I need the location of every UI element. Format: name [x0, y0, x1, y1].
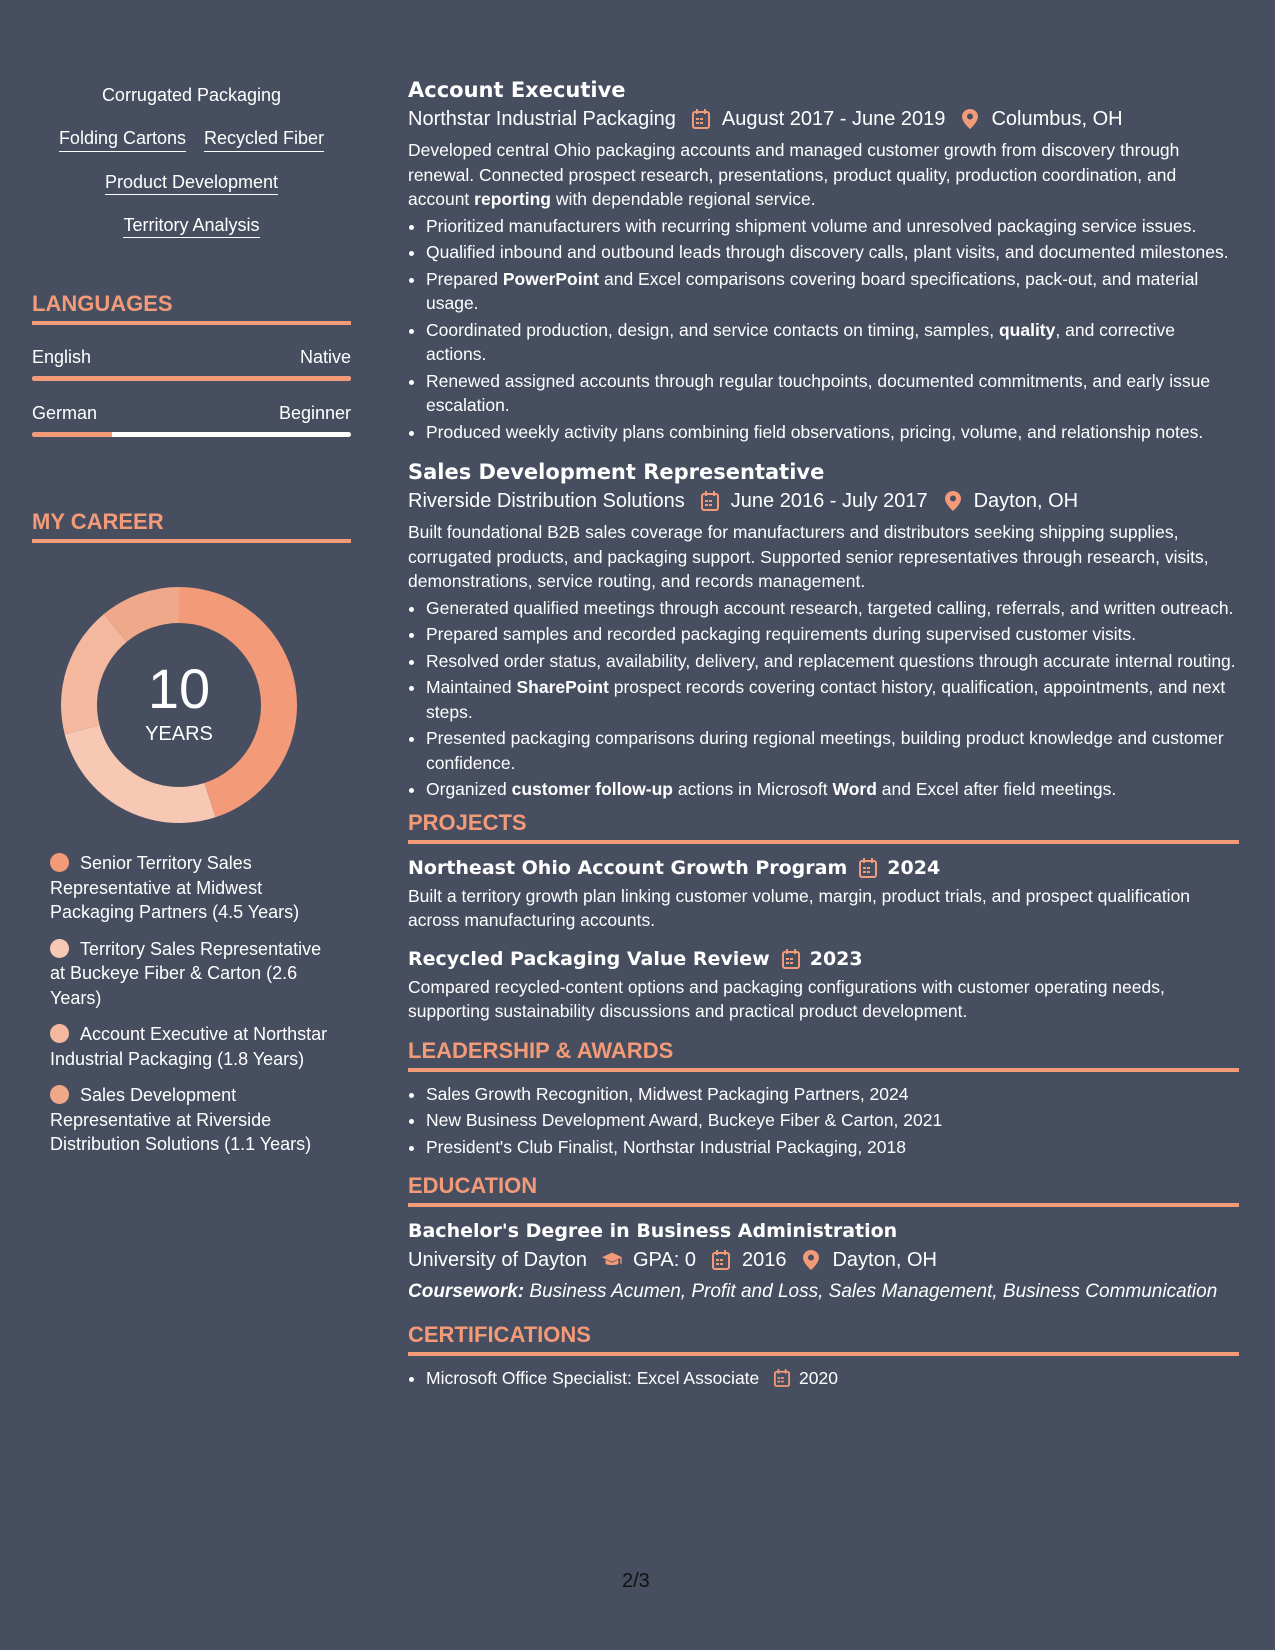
project-description: Built a territory growth plan linking customer volume, margin, product trials, and prospect qualification across manufacturing accounts. [408, 885, 1191, 930]
job-bullet: • Produced weekly activity plans combining field observations, pricing, volume, and relationship notes. [426, 420, 1239, 445]
job-bullets [408, 596, 1239, 802]
experience-entry [408, 458, 1239, 802]
language-name: English [32, 347, 92, 367]
calendar-icon [859, 858, 879, 878]
language-level-fill [32, 432, 112, 437]
language-level-bar [32, 432, 351, 437]
job-bullet: • Maintained SharePoint prospect records covering contact history, qualification, appointments, and next steps. [426, 675, 1239, 724]
career-total-years: 10 [147, 657, 211, 720]
school-location: Dayton, OH [832, 1249, 937, 1271]
job-bullet: • Generated qualified meetings through account research, targeted calling, referrals, and written outreach. [426, 596, 1239, 621]
education-heading: EDUCATION [408, 1173, 1239, 1207]
calendar-icon [782, 949, 802, 969]
job-dates: June 2016 - July 2017 [730, 490, 928, 512]
career-legend-label: Senior Territory Sales Representative at Midwest Packaging Partners (4.5 Years) [50, 853, 300, 922]
location-pin-icon [959, 108, 981, 130]
project-entry [408, 945, 1239, 1024]
job-title: Sales Development Representative [408, 460, 825, 484]
award-item: • New Business Development Award, Buckeye Fiber & Carton, 2021 [426, 1108, 1239, 1133]
certifications-heading: CERTIFICATIONS [408, 1322, 1239, 1356]
language-item [32, 347, 351, 381]
career-legend-label: Territory Sales Representative at Buckeye Fiber & Carton (2.6 Years) [50, 938, 322, 1008]
skill-tag-text: Product Development [105, 172, 278, 195]
location-pin-icon [800, 1249, 822, 1271]
certification-name: Microsoft Office Specialist: Excel Associate [426, 1368, 760, 1388]
award-item: • Sales Growth Recognition, Midwest Packaging Partners, 2024 [426, 1082, 1239, 1107]
calendar-icon [699, 490, 721, 512]
certifications-list [408, 1366, 1239, 1391]
job-bullets [408, 214, 1239, 445]
legend-dot-icon [50, 853, 69, 872]
project-title: Northeast Ohio Account Growth Program [408, 856, 848, 879]
awards-heading: LEADERSHIP & AWARDS [408, 1038, 1239, 1072]
career-heading: MY CAREER [32, 509, 351, 543]
gpa: GPA: 0 [632, 1249, 696, 1271]
skills-list [32, 84, 351, 257]
job-location: Dayton, OH [973, 490, 1079, 512]
skill-tag: Recycled Fiber [204, 127, 324, 152]
job-bullet: • Prioritized manufacturers with recurring shipment volume and unresolved packaging service issues. [426, 214, 1239, 239]
career-legend-item [50, 1083, 335, 1157]
legend-dot-icon [50, 1024, 69, 1043]
job-bullet: • Presented packaging comparisons during regional meetings, building product knowledge and customer confidence. [426, 726, 1239, 775]
certification-item [426, 1366, 1239, 1391]
job-bullet: • Resolved order status, availability, delivery, and replacement questions through accurate internal routing. [426, 649, 1239, 674]
job-bullet: • Qualified inbound and outbound leads through discovery calls, plant visits, and documented milestones. [426, 240, 1239, 265]
job-summary: Built foundational B2B sales coverage for manufacturers and distributors seeking shipping supplies, corrugated products, and packaging support. Supported senior representatives through research, visits, demonstrations, service routing, and records management. [408, 522, 1209, 591]
skill-tag-text: Territory Analysis [123, 215, 259, 238]
career-legend [32, 851, 351, 1157]
career-legend-label: Sales Development Representative at Riverside Distribution Solutions (1.1 Years) [50, 1085, 312, 1154]
career-legend-label: Account Executive at Northstar Industrial Packaging (1.8 Years) [50, 1024, 328, 1069]
job-bullet: • Renewed assigned accounts through regular touchpoints, documented commitments, and early issue escalation. [426, 369, 1239, 418]
job-bullet: • Organized customer follow-up actions in Microsoft Word and Excel after field meetings. [426, 777, 1239, 802]
job-bullet: • Prepared PowerPoint and Excel comparisons covering board specifications, pack-out, and material usage. [426, 267, 1239, 316]
project-year: 2024 [887, 856, 941, 879]
language-level: Beginner [278, 403, 351, 423]
skill-tag [32, 171, 351, 195]
skill-tag: Corrugated Packaging [101, 85, 282, 105]
coursework: Coursework: Business Acumen, Profit and Loss, Sales Management, Business Communication [408, 1281, 1218, 1302]
career-legend-item [50, 937, 335, 1011]
skill-tag [32, 214, 351, 238]
school-name: University of Dayton [408, 1249, 587, 1271]
calendar-icon [690, 108, 712, 130]
award-item: • President's Club Finalist, Northstar Industrial Packaging, 2018 [426, 1135, 1239, 1160]
job-bullet: • Coordinated production, design, and service contacts on timing, samples, quality, and corrective actions. [426, 318, 1239, 367]
location-pin-icon [942, 490, 964, 512]
projects-heading: PROJECTS [408, 810, 1239, 844]
language-level-bar [32, 376, 351, 381]
legend-dot-icon [50, 1085, 69, 1104]
sidebar [32, 84, 351, 1169]
calendar-icon [774, 1369, 790, 1387]
page-number: 2/3 [622, 1570, 650, 1592]
career-years-unit: YEARS [145, 723, 213, 745]
job-dates: August 2017 - June 2019 [721, 108, 946, 130]
job-summary: Developed central Ohio packaging accounts and managed customer growth from discovery through renewal. Connected prospect research, presentations, product quality, production coordination, and account reporting with dependable regional service. [408, 140, 1180, 209]
career-legend-item [50, 1022, 335, 1071]
language-level: Native [299, 347, 351, 367]
language-name: German [32, 403, 98, 423]
company-name: Northstar Industrial Packaging [408, 108, 676, 130]
career-donut-chart [59, 585, 299, 825]
experience-entry [408, 76, 1239, 444]
job-bullet: • Prepared samples and recorded packaging requirements during supervised customer visits. [426, 622, 1239, 647]
languages-heading: LANGUAGES [32, 291, 351, 325]
company-name: Riverside Distribution Solutions [408, 490, 685, 512]
language-level-fill [32, 376, 351, 381]
job-title: Account Executive [408, 78, 626, 102]
project-entry [408, 854, 1239, 933]
job-location: Columbus, OH [991, 108, 1123, 130]
skill-tag: Folding Cartons [59, 127, 186, 152]
language-item [32, 403, 351, 437]
graduation-year: 2016 [741, 1249, 787, 1271]
career-legend-item [50, 851, 335, 925]
certification-year: 2020 [799, 1368, 838, 1388]
degree-title: Bachelor's Degree in Business Administration [408, 1220, 898, 1242]
calendar-icon [710, 1249, 732, 1271]
main-content [408, 76, 1239, 1393]
education-entry [408, 1217, 1239, 1304]
project-title: Recycled Packaging Value Review [408, 947, 770, 970]
graduation-cap-icon [601, 1249, 623, 1271]
project-description: Compared recycled-content options and packaging configurations with customer operating needs, supporting sustainability discussions and practical product development. [408, 976, 1165, 1021]
awards-list [408, 1082, 1239, 1160]
legend-dot-icon [50, 939, 69, 958]
project-year: 2023 [809, 947, 863, 970]
